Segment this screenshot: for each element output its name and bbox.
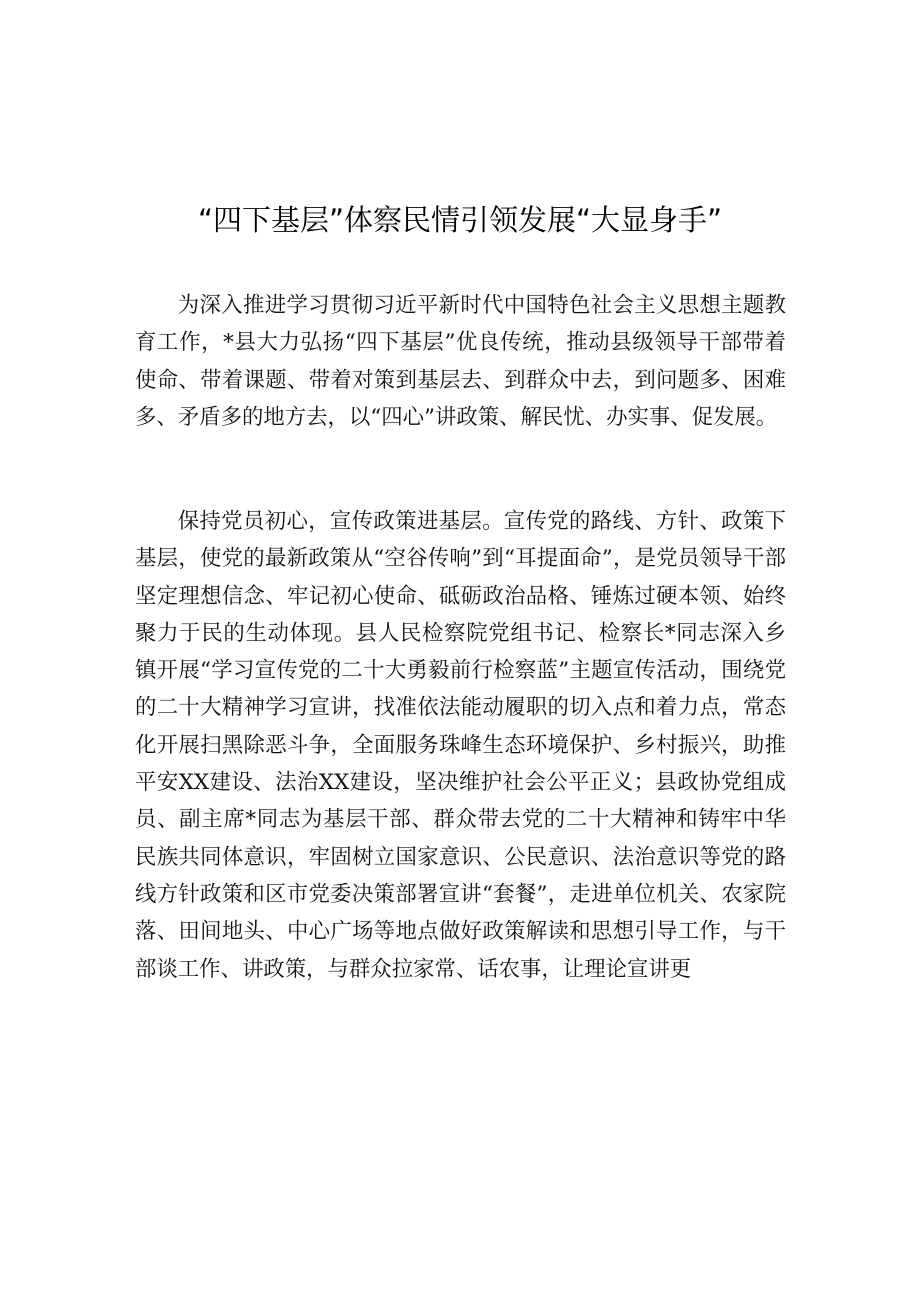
paragraph-policy-publicity: 保持党员初心，宣传政策进基层。宣传党的路线、方针、政策下基层，使党的最新政策从“空谷传响”到“耳提面命”，是党员领导干部坚定理想信念、牢记初心使命、砥砺政治品格、锤炼过硬本领、始终聚力于民的生动体现。县人民检察院党组书记、检察长*同志深入乡镇开展“学习宣传党的二十大勇毅前行检察蓝”主题宣传活动，围绕党的二十大精神学习宣讲，找准依法能动履职的切入点和着力点，常态化开展扫黑除恶斗争，全面服务珠峰生态环境保护、乡村振兴，助推平安XX建设、法治XX建设，坚决维护社会公平正义；县政协党组成员、副主席*同志为基层干部、群众带去党的二十大精神和铸牢中华民族共同体意识，牢固树立国家意识、公民意识、法治意识等党的路线方针政策和区市党委决策部署宣讲“套餐”，走进单位机关、农家院落、田间地头、中心广场等地点做好政策解读和思想引导工作，与干部谈工作、讲政策，与群众拉家常、话农事，让理论宣讲更 xyxy=(135,509,786,982)
document-title: “四下基层”体察民情引领发展“大显身手” xyxy=(197,203,723,237)
paragraph-intro: 为深入推进学习贯彻习近平新时代中国特色社会主义思想主题教育工作，*县大力弘扬“四下基层”优良传统，推动县级领导干部带着使命、带着课题、带着对策到基层去、到群众中去，到问题多、困难多、矛盾多的地方去，以“四心”讲政策、解民忧、办实事、促发展。 xyxy=(135,293,786,430)
